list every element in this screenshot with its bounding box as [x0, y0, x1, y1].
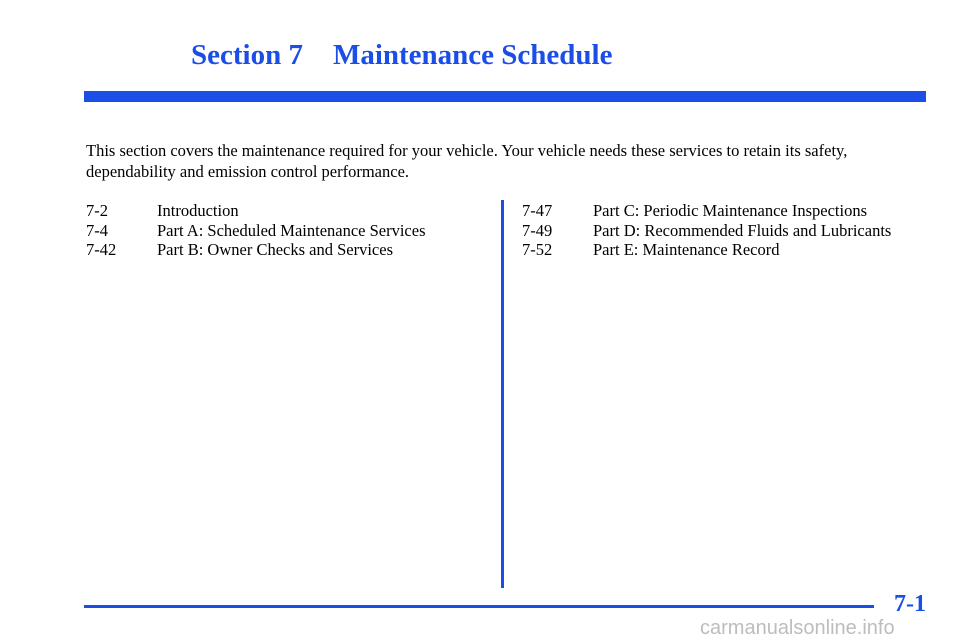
toc-entry[interactable] — [86, 240, 426, 260]
footer-rule — [84, 605, 874, 608]
toc-right-column — [522, 201, 891, 260]
toc-page-number: 7-52 — [522, 240, 553, 259]
header-rule — [84, 91, 926, 102]
toc-entry-title: Part C: Periodic Maintenance Inspections — [593, 201, 868, 220]
page-number: 7-1 — [894, 591, 926, 617]
toc-entry[interactable] — [522, 240, 891, 260]
toc-page-number: 7-2 — [86, 201, 108, 220]
toc-entry-title: Part D: Recommended Fluids and Lubricants — [593, 220, 892, 240]
column-divider — [501, 200, 504, 588]
toc-page-number: 7-42 — [86, 240, 117, 259]
toc-entry-title: Introduction — [157, 201, 239, 220]
toc-entry[interactable] — [86, 201, 426, 221]
page-title — [191, 38, 613, 73]
watermark: carmanualsonline.info — [700, 617, 895, 639]
toc-page-number: 7-4 — [86, 220, 108, 240]
toc-page-number: 7-47 — [522, 201, 553, 220]
intro-paragraph: This section covers the maintenance required for your vehicle. Your vehicle needs these services to retain its safety, dependability and emission control performance. — [86, 141, 848, 181]
toc-entry-title: Part E: Maintenance Record — [593, 240, 780, 259]
toc-page-number: 7-49 — [522, 220, 553, 240]
toc-entry[interactable] — [86, 221, 426, 241]
toc-entry-title: Part B: Owner Checks and Services — [157, 240, 393, 259]
section-number: Section 7 — [191, 39, 303, 71]
toc-entry-title: Part A: Scheduled Maintenance Services — [157, 220, 426, 240]
toc-entry[interactable] — [522, 221, 891, 241]
toc-left-column — [86, 201, 426, 260]
toc-entry[interactable] — [522, 201, 891, 221]
section-title: Maintenance Schedule — [332, 39, 613, 71]
